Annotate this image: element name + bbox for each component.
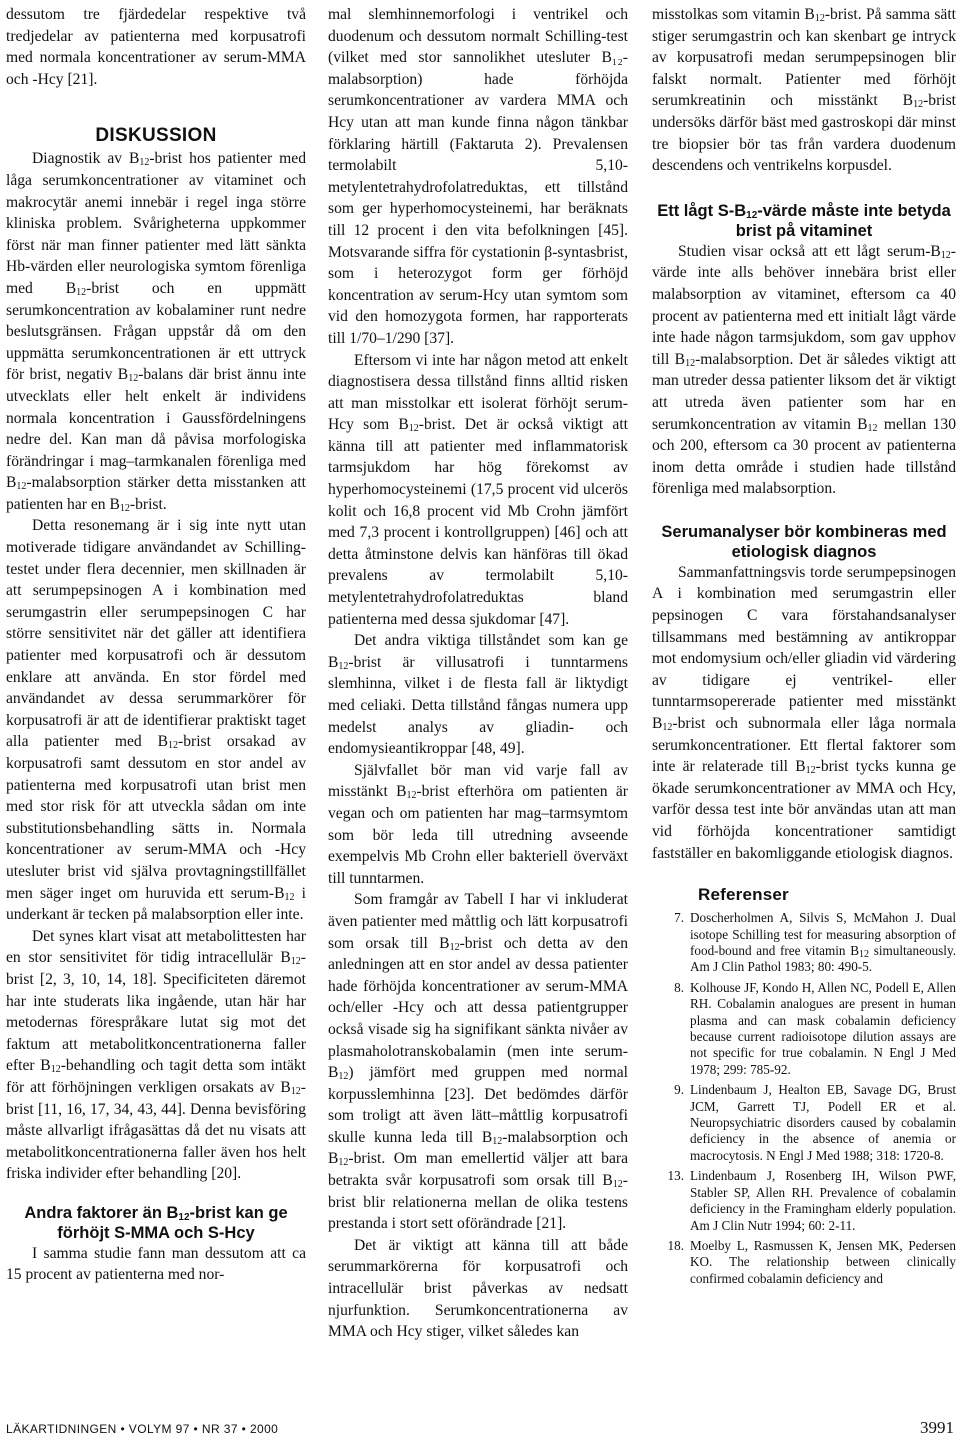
subscript: 12 <box>449 941 460 953</box>
subscript: 12 <box>338 1157 349 1169</box>
paragraph: Studien visar också att ett lågt serum-$B_{12}$-värde inte alls behöver innebära brist eller malabsorption av vitaminet, eftersom ca 40 procent av patienterna med ett initialt lågt värde inte hade någon tarmsjukdom, som gav upphov till $B_{12}$-malabsorption. Det är således viktigt att man utreder dessa patienter liksom det är viktigt att utreda även patienter som har en serumkoncentration av vitamin $B_{12}$ mellan 130 och 200, eftersom ca 30 procent av patienterna inom detta område i studien hade tillstånd förenliga med malabsorption. <box>652 242 956 498</box>
subscript: 12 <box>612 1179 623 1191</box>
section-heading-diskussion: DISKUSSION <box>95 125 217 147</box>
reference-number: 13. <box>667 1168 684 1184</box>
subheading-lagt-s-b12: Ett lågt $S-B_{12}$-värde måste inte betyda brist på vitaminet <box>657 201 951 240</box>
column-1 <box>6 4 306 1286</box>
reference-number: 7. <box>674 910 684 926</box>
subscript: 12 <box>859 949 869 960</box>
page-number: 3991 <box>920 1418 954 1437</box>
reference-text: Lindenbaum J, Rosenberg IH, Wilson PWF, Stabler SP, Allen RH. Prevalence of cobalamin deficiency in the Framingham elderly population. Am J Clin Nutr 1994; 60: 2-11. <box>690 1168 956 1233</box>
subscript: 12 <box>139 157 150 169</box>
subheading-serumanalyser: Serumanalyser bör kombineras med etiologisk diagnos <box>661 522 947 561</box>
reference-text: Kolhouse JF, Kondo H, Allen NC, Podell E, Allen RH. Cobalamin analogues are present in human plasma and can mask cobalamin deficiency because current radioisotope dilution assays are not specific for true cobalamin. N Engl J Med 1978; 299: 785-92. <box>690 979 956 1077</box>
reference-item <box>652 910 956 976</box>
subscript: 12 <box>805 765 816 777</box>
subscript: 12 <box>50 1064 61 1076</box>
paragraph: Eftersom vi inte har någon metod att enkelt diagnostisera dessa tillstånd finns alltid risken att man misstolkar ett isolerat förhöjt serum-Hcy som $B_{12}$-brist. Det är också viktigt att känna till att patienter med inflammatorisk tarmsjukdom har hög förekomst av hyperhomocysteinemi (17,5 procent vid ulcerös kolit och 16,8 procent vid Mb Crohn jämfört med 7,3 procent i kontrollgruppen) [46] och att detta åtminstone delvis kan hänföras till ökad prevalens av termolabilt 5,10-metylentetrahydrofolatreduktas bland patienterna med dessa sjukdomar [47]. <box>328 351 628 628</box>
subscript: 12 <box>814 13 825 24</box>
reference-text: Moelby L, Rasmussen K, Jensen MK, Pedersen KO. The relationship between clinically confirmed cobalamin deficiency and <box>690 1237 956 1286</box>
column-3 <box>652 4 956 1291</box>
subscript: 12 <box>290 956 301 968</box>
paragraph: mal slemhinnemorfologi i ventrikel och duodenum och dessutom normalt Schilling-test (vilket med stor sannolikhet utesluter B₁₂-malabsorption) hade förhöjda serumkoncentrationer av vardera MMA och Hcy utan att man kunde finna någon tänkbar förklaring härtill (Faktaruta 2). Prevalensen termolabilt 5,10-metylentetrahydrofolatreduktas, ett tillstånd som ger hyperhomocysteinemi, har beräknats till 12 procent i den vita befolkningen [45]. Motsvarande siffra för cystationin β-syntasbrist, som i heterozygot form ger förhöjd koncentration av serum-Hcy utan symtom som vid den homozygota formen, har rapporterats till 1/70–1/290 [37]. <box>328 6 628 347</box>
subscript: 12 <box>284 891 295 903</box>
subheading-andra-faktorer: Andra faktorer än $B_{12}$-brist kan ge förhöjt S-MMA och S-Hcy <box>24 1203 288 1242</box>
reference-text: Lindenbaum J, Healton EB, Savage DG, Brust JCM, Garrett TJ, Podell ER et al. Neuropsychiatric disorders caused by cobalamin deficiency in the absence of anemia or macrocytosis. N Engl J Med 1988; 318: 1720-8. <box>690 1082 956 1163</box>
subscript: 12 <box>290 1085 301 1097</box>
reference-item <box>652 1168 956 1234</box>
subscript: 12 <box>128 373 139 385</box>
subscript: 12 <box>492 1135 503 1147</box>
subscript: 12 <box>168 740 179 752</box>
reference-item <box>652 980 956 1078</box>
paragraph: misstolkas som vitamin $B_{12}$-brist. På samma sätt stiger serumgastrin och kan skenbart ge intryck av korpusatrofi medan serumpepsinogen blir falskt normalt. Patienter med förhöjt serumkreatinin och misstänkt $B_{12}$-brist undersöks därför bäst med gastroskopi där minst tre biopsier bör tas från vardera duodenum descendens och ventrikelns korpusdel. <box>652 6 956 175</box>
paragraph: I samma studie fann man dessutom att ca 15 procent av patienterna med nor- <box>6 1244 306 1284</box>
paragraph: dessutom tre fjärdedelar respektive två tredjedelar av patienterna med korpusatrofi med normala koncentrationer av serum-MMA och -Hcy [21]. <box>6 6 306 88</box>
column-2 <box>328 4 628 1343</box>
subscript: 12 <box>940 249 951 261</box>
paragraph: Detta resonemang är i sig inte nytt utan motiverade tidigare användandet av Schilling-testet under flera decennier, men skillnaden är att serumpepsinogen A i kombination med serumgastrin eller serumpepsinogen C har större sensitivitet när det gäller att identifiera patienter med korpusatrofi och är dessutom enklare att använda. En stor fördel med användandet av dessa serummarkörer för korpusatrofi är att de identifierar praktiskt taget alla patienter med $B_{12}$-brist orsakad av korpusatrofi samt dessutom en stor andel av patienterna med korpusatrofi utan brist men med stor risk för att utveckla sådan om inte substitutionsbehandling sätts in. Normala koncentrationer av serum-MMA och -Hcy utesluter brist vid själva provtagningstillfället men säger inget om huruvida ett serum-$B_{12}$ i underkant är tecken på malabsorption eller inte. <box>6 517 307 924</box>
subscript: 12 <box>867 422 878 434</box>
reference-item <box>652 1082 956 1164</box>
subscript: 12 <box>408 423 419 435</box>
subscript: 12 <box>178 1211 190 1223</box>
paragraph: Självfallet bör man vid varje fall av misstänkt $B_{12}$-brist efterhöra om patienten är vegan och om patienten har mag–tarmsymtom som bör leda till utredning avseende exempelvis Mb Crohn eller bakteriell överväxt till tunntarmen. <box>328 761 628 887</box>
subscript: 12 <box>119 502 130 514</box>
paragraph: Sammanfattningsvis torde serumpepsinogen A i kombination med serumgastrin eller pepsinogen C vara förstahandsanalyser tillsammans med bestämning av antikroppar mot endomysium och/eller gliadin vid värdering av tidigare ej ventrikel- eller tunntarmsopererade patienter med misstänkt $B_{12}$-brist och subnormala eller låga normala serumkoncentrationer. Ett flertal faktorer som inte är relaterade till $B_{12}$-brist tycks kunna ge ökade serumkoncentrationer av MMA och Hcy, varför dessa test inte bör användas utan att man vid förhöjda koncentrationer samtidigt fastställer en bakomliggande etiologisk diagnos. <box>652 563 956 862</box>
paragraph: Diagnostik av $B_{12}$-brist hos patienter med låga serumkoncentrationer av vitaminet och makrocytär anemi innebär i regel inga större kliniska problem. Svårigheterna uppkommer först när man finner patienter med lätt sänkta Hb-värden eller neurologiska symtom förenliga med $B_{12}$-brist och en uppmätt serumkoncentration av kobalaminer runt nedre beslutsgränsen. Frågan uppstår då om den uppmätta serumkoncentrationen är ett uttryck för brist, negativ $B_{12}$-balans där brist ännu inte utvecklats eller helt enkelt är individens normala koncentration i Gaussfördelningens nedre del. Kan man då påvisa morfologiska förändringar i mag–tarmkanalen förenliga med $B_{12}$-malabsorption stärker detta misstanken att patienten har en $B_{12}$-brist. <box>6 150 306 514</box>
subscript: 12 <box>16 481 27 493</box>
reference-list <box>652 910 956 1287</box>
page-footer <box>6 1418 954 1438</box>
reference-text: Doscherholmen A, Silvis S, McMahon J. Dual isotope Schilling test for measuring absorption of food-bound and free vitamin $B_{12}$ simultaneously. Am J Clin Pathol 1983; 80: 490-5. <box>690 910 957 975</box>
journal-footer-text: LÄKARTIDNINGEN • VOLYM 97 • NR 37 • 2000 <box>6 1422 279 1436</box>
references-heading: Referenser <box>698 885 789 905</box>
subscript: 12 <box>338 1071 349 1083</box>
paragraph: Det andra viktiga tillståndet som kan ge $B_{12}$-brist är villusatrofi i tunntarmens slemhinna, vilket i de flesta fall är liktydigt med celiaki. Detta tillstånd fångas numera upp medelst analys av gliadin- och endomysieantikroppar [48, 49]. <box>328 632 628 758</box>
subscript: 12 <box>746 209 758 221</box>
paragraph: Det är viktigt att känna till att både serummarkörerna för korpusatrofi och intracellulär brist påverkas av nedsatt njurfunktion. Serumkoncentrationerna av MMA och Hcy stiger, vilket således kan <box>328 1236 628 1341</box>
reference-item <box>652 1238 956 1287</box>
reference-number: 8. <box>674 979 684 995</box>
reference-number: 18. <box>667 1237 684 1253</box>
reference-number: 9. <box>674 1082 684 1098</box>
paragraph: Som framgår av Tabell I har vi inkluderat även patienter med måttlig och lätt korpusatrofi som orsak till $B_{12}$-brist och detta av den anledningen att en stor andel av dessa patienter hade förhöjda koncentrationer av serum-MMA och/eller -Hcy och att dessa patientgrupper också visade sig ha signifikant sänkta nivåer av plasmaholotranskobalamin (men inte serum-$B_{12}$) jämfört med gruppen med normal korpusslemhinna [23]. Det bedömdes därför som troligt att även lätt–måttlig korpusatrofi skulle kunna leda till $B_{12}$-malabsorption och $B_{12}$-brist. Om man emellertid väljer att bara betrakta svår korpusatrofi som orsak till $B_{12}$-brist blir relationerna mellan de olika testens prestanda i stort sett oförändrade [21]. <box>328 891 629 1233</box>
subscript: 12 <box>406 790 417 802</box>
subscript: 12 <box>685 357 696 369</box>
subscript: 12 <box>913 99 924 111</box>
subscript: 12 <box>338 660 349 672</box>
paragraph: Det synes klart visat att metabolittesten har en stor sensitivitet för tidig intracellulär $B_{12}$-brist [2, 3, 10, 14, 18]. Specificiteten däremot har inte studerats lika ingående, utan här har metodernas förespråkare lutat sig mot det faktum att metabolitkoncentrationerna faller efter $B_{12}$-behandling och tagit detta som intäkt för att förhöjningen verkligen orsakats av $B_{12}$-brist [11, 16, 17, 34, 43, 44]. Denna bevisföring måste allvarligt ifrågasättas då det nu visats att metabolitkoncentrationerna faller även hos helt friska individer efter behandling [20]. <box>6 927 306 1183</box>
subscript: 12 <box>662 722 673 734</box>
subscript: 12 <box>76 286 87 298</box>
